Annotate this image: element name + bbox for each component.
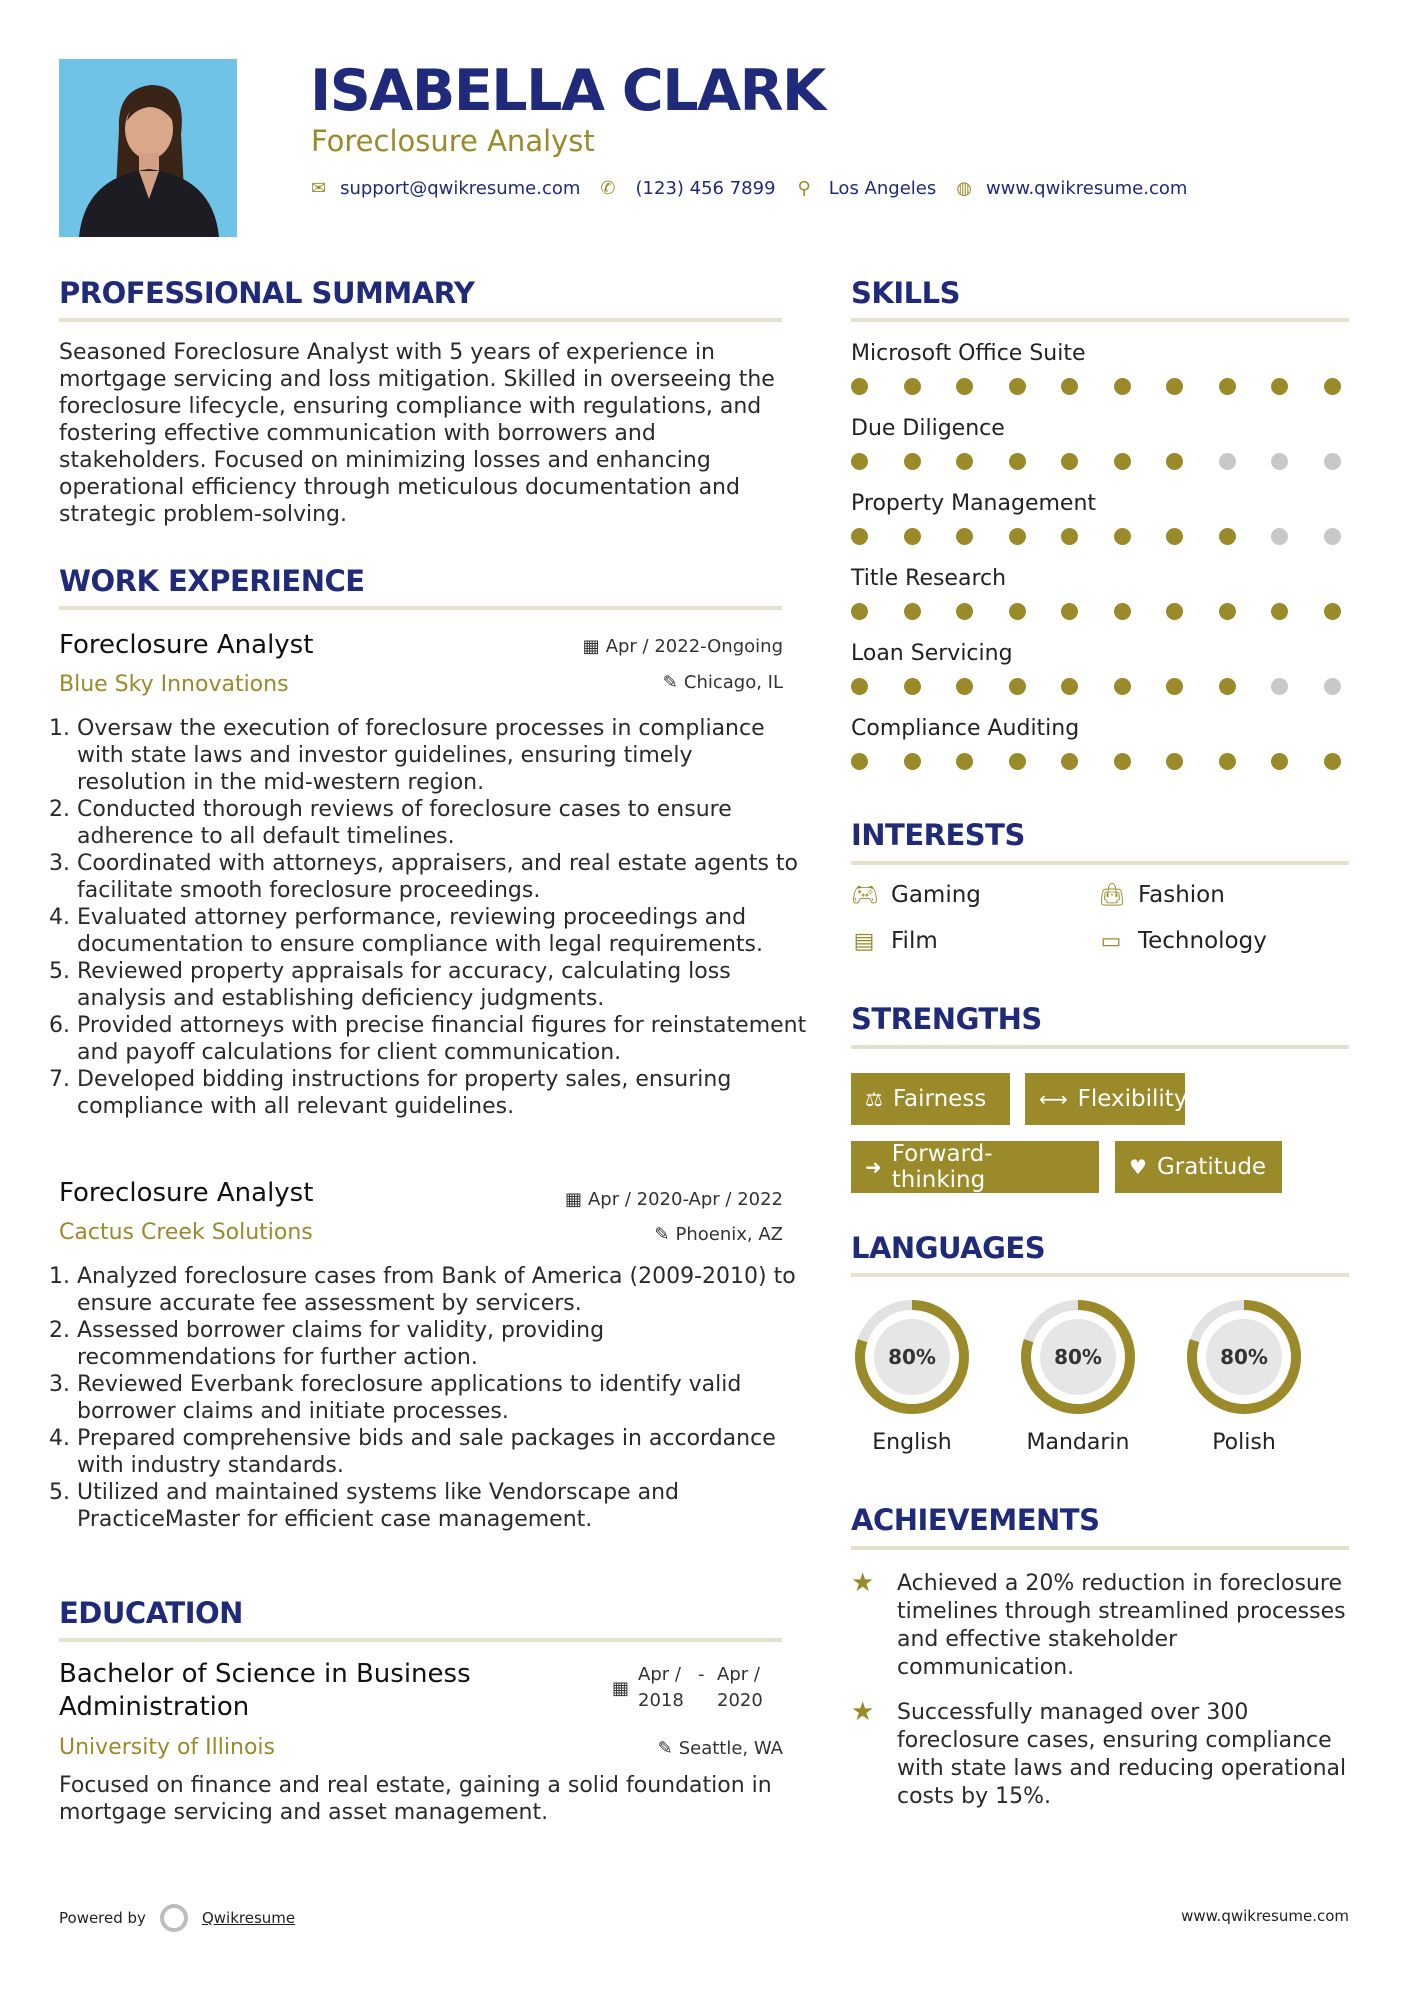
list-item: 6. Provided attorneys with precise financial figures for reinstatement and payoff calculations for client communication. [77,1012,807,1066]
school-name: University of Illinois [59,1735,275,1760]
skill-item [851,416,1349,491]
calendar-icon: ▦ [612,1678,630,1699]
shopping-bag-icon: 👜︎ [1098,882,1126,908]
rating-dot-filled [904,603,921,620]
education-end-year: 2020 [717,1690,763,1711]
job-company: Cactus Creek Solutions [59,1220,313,1245]
rating-dot-filled [1271,378,1288,395]
job-responsibilities [59,1263,807,1533]
rating-dot-empty [1324,453,1341,470]
strength-label: Fairness [892,1086,987,1112]
powered-by-label: Powered by [59,1909,146,1927]
rating-dot-filled [1219,528,1236,545]
skill-label: Property Management [851,491,1097,516]
interest-film [851,928,938,954]
education-start-year: 2018 [638,1690,684,1711]
rating-dot-filled [1061,453,1078,470]
footer-powered-by [59,1904,295,1932]
gauge-percent: 80% [1054,1345,1102,1369]
pushpin-icon: ✎ [662,672,678,693]
laptop-icon: ▭ [1100,928,1122,954]
rating-dot-filled [904,528,921,545]
location-text: Los Angeles [828,178,937,199]
rating-dot-filled [1271,753,1288,770]
calendar-icon: ▦ [582,636,600,657]
list-item: 2. Conducted thorough reviews of foreclosure cases to ensure adherence to all default timelines. [77,796,807,850]
rating-dot-filled [1271,603,1288,620]
rating-dot-filled [1061,603,1078,620]
rating-dot-filled [956,603,973,620]
strength-forward-thinking [851,1141,1099,1193]
rating-dot-filled [1114,753,1131,770]
rating-dot-filled [1219,678,1236,695]
skill-item [851,716,1349,791]
list-item: 1. Analyzed foreclosure cases from Bank of America (2009-2010) to ensure accurate fee assessment by servicers. [77,1263,807,1317]
list-item: 5. Utilized and maintained systems like Vendorscape and PracticeMaster for efficient case management. [77,1479,807,1533]
email-icon: ✉ [311,178,327,199]
skill-label: Compliance Auditing [851,716,1080,741]
rating-dot-filled [1219,603,1236,620]
footer-url[interactable]: www.qwikresume.com [1181,1907,1349,1925]
list-item: 4. Evaluated attorney performance, reviewing proceedings and documentation to ensure compliance with legal requirements. [77,904,807,958]
interest-label: Technology [1138,928,1267,954]
list-item: 5. Reviewed property appraisals for accuracy, calculating loss analysis and establishing deficiency judgments. [77,958,807,1012]
skill-rating [851,453,1341,470]
job-company: Blue Sky Innovations [59,672,289,697]
strength-label: Flexibility [1077,1086,1188,1112]
rating-dot-filled [1324,753,1341,770]
interest-technology [1098,928,1267,954]
job-dates [500,636,783,657]
rating-dot-empty [1271,528,1288,545]
list-item: 7. Developed bidding instructions for property sales, ensuring compliance with all relevant guidelines. [77,1066,807,1120]
location-pin-icon: ⚲ [797,178,811,199]
rating-dot-filled [1009,603,1026,620]
rating-dot-filled [1166,753,1183,770]
education-description: Focused on finance and real estate, gaining a solid foundation in mortgage servicing and asset management. [59,1773,772,1825]
rating-dot-filled [956,753,973,770]
rating-dot-filled [1009,753,1026,770]
achievements-divider [851,1546,1349,1550]
skill-item [851,641,1349,716]
rating-dot-filled [1114,603,1131,620]
candidate-title: Foreclosure Analyst [311,124,595,158]
rating-dot-empty [1324,528,1341,545]
job-title: Foreclosure Analyst [59,630,314,660]
skill-rating [851,753,1341,770]
rating-dot-filled [851,528,868,545]
job-location-text: Chicago, IL [683,672,783,693]
rating-dot-empty [1324,678,1341,695]
list-item: 3. Reviewed Everbank foreclosure applications to identify valid borrower claims and initiate processes. [77,1371,807,1425]
list-item: 4. Prepared comprehensive bids and sale packages in accordance with industry standards. [77,1425,807,1479]
interests-divider [851,861,1349,865]
skills-divider [851,318,1349,322]
language-label: Polish [1212,1430,1276,1455]
interest-fashion [1098,882,1225,908]
rating-dot-filled [1166,603,1183,620]
interest-label: Film [891,928,938,954]
list-item: 1. Oversaw the execution of foreclosure processes in compliance with state laws and investor guidelines, ensuring timely resolution in the mid-western region. [77,715,807,796]
strength-flexibility [1025,1073,1188,1125]
education-location-text: Seattle, WA [678,1738,783,1759]
strengths-heading: STRENGTHS [851,1002,1042,1036]
work-divider [59,606,782,610]
rating-dot-filled [1324,603,1341,620]
job-title: Foreclosure Analyst [59,1178,314,1208]
work-heading: WORK EXPERIENCE [59,564,365,598]
rating-dot-filled [956,378,973,395]
calendar-icon: ▦ [564,1189,582,1210]
achievement-item: Successfully managed over 300 foreclosure cases, ensuring compliance with state laws and reducing operational costs by 15%. [897,1700,1347,1809]
education-end-month: Apr / [717,1664,760,1685]
website-link[interactable]: www.qwikresume.com [985,178,1188,199]
rating-dot-filled [1009,528,1026,545]
rating-dot-filled [1061,528,1078,545]
candidate-name: ISABELLA CLARK [310,58,825,124]
heart-icon: ♥ [1129,1155,1147,1179]
summary-text: Seasoned Foreclosure Analyst with 5 years of experience in mortgage servicing and loss mitigation. Skilled in overseeing the foreclosure lifecycle, ensuring compliance with regulations, and fostering effective communication with borrowers and stakeholders. Focused on minimizing losses and enhancing operational efficiency through meticulous documentation and strategic problem-solving. [59,340,775,527]
rating-dot-filled [1166,453,1183,470]
summary-divider [59,318,782,322]
qwikresume-logo-icon [160,1904,188,1932]
rating-dot-filled [1061,678,1078,695]
rating-dot-filled [904,678,921,695]
rating-dot-empty [1271,453,1288,470]
skill-item [851,341,1349,416]
gauge-percent: 80% [1220,1345,1268,1369]
profile-photo [59,59,237,237]
rating-dot-filled [851,678,868,695]
rating-dot-filled [956,453,973,470]
education-start-month: Apr / [638,1664,681,1685]
film-icon: ▤ [853,928,875,954]
rating-dot-filled [956,528,973,545]
education-divider [59,1638,782,1642]
rating-dot-filled [1166,678,1183,695]
education-location [560,1738,783,1759]
degree-title: Bachelor of Science in Business Administration [59,1659,471,1722]
language-gauge [1183,1296,1305,1418]
list-item: 2. Assessed borrower claims for validity, providing recommendations for further action. [77,1317,807,1371]
pushpin-icon: ✎ [657,1738,673,1759]
strengths-divider [851,1045,1349,1049]
skill-item [851,491,1349,566]
list-item: 3. Coordinated with attorneys, appraisers, and real estate agents to facilitate smooth foreclosure proceedings. [77,850,807,904]
strength-fairness [851,1073,1010,1125]
job-dates-text: Apr / 2020-Apr / 2022 [587,1189,783,1210]
rating-dot-filled [851,753,868,770]
job-dates-text: Apr / 2022-Ongoing [605,636,783,657]
arrows-horizontal-icon: ⟷ [1039,1087,1068,1111]
qwikresume-link[interactable]: Qwikresume [201,1909,296,1927]
email-link[interactable]: support@qwikresume.com [340,178,581,199]
rating-dot-filled [904,453,921,470]
interests-heading: INTERESTS [851,818,1025,852]
phone-number[interactable]: (123) 456 7899 [635,178,776,199]
phone-icon: ✆ [600,178,616,199]
skill-rating [851,528,1341,545]
languages-divider [851,1273,1349,1277]
rating-dot-filled [956,678,973,695]
star-icon: ★ [851,1697,875,1727]
language-gauge [851,1296,973,1418]
interest-gaming [851,882,981,908]
rating-dot-empty [1271,678,1288,695]
achievement-item: Achieved a 20% reduction in foreclosure timelines through streamlined processes and effective stakeholder communication. [897,1571,1346,1680]
rating-dot-filled [1114,453,1131,470]
rating-dot-filled [1166,378,1183,395]
rating-dot-filled [1009,378,1026,395]
skill-rating [851,603,1341,620]
arrow-right-icon: ➜ [865,1155,882,1179]
rating-dot-filled [1114,378,1131,395]
pushpin-icon: ✎ [654,1224,670,1245]
strength-label: Gratitude [1156,1154,1267,1180]
job-location [560,672,783,693]
skill-label: Loan Servicing [851,641,1013,666]
globe-icon: ◍ [956,178,972,199]
job-location [560,1224,783,1245]
rating-dot-filled [851,453,868,470]
gauge-percent: 80% [888,1345,936,1369]
skill-item [851,566,1349,641]
education-heading: EDUCATION [59,1596,243,1630]
contact-row [311,178,1187,199]
summary-heading: PROFESSIONAL SUMMARY [59,276,475,310]
rating-dot-filled [1061,378,1078,395]
strength-label: Forward-thinking [891,1141,993,1193]
languages-heading: LANGUAGES [851,1231,1046,1265]
rating-dot-filled [1114,678,1131,695]
rating-dot-filled [1009,678,1026,695]
language-gauge [1017,1296,1139,1418]
skill-label: Title Research [851,566,1007,591]
rating-dot-filled [1009,453,1026,470]
rating-dot-filled [1219,753,1236,770]
rating-dot-filled [1166,528,1183,545]
job-dates [480,1189,783,1210]
rating-dot-filled [1061,753,1078,770]
skills-list [851,341,1349,791]
rating-dot-filled [1219,378,1236,395]
achievements-heading: ACHIEVEMENTS [851,1503,1100,1537]
rating-dot-filled [851,603,868,620]
rating-dot-filled [1324,378,1341,395]
job-responsibilities [59,715,807,1120]
rating-dot-filled [851,378,868,395]
job-location-text: Phoenix, AZ [675,1224,783,1245]
skill-label: Microsoft Office Suite [851,341,1086,366]
language-label: English [872,1430,952,1455]
strength-gratitude [1115,1141,1282,1193]
rating-dot-empty [1219,453,1236,470]
language-label: Mandarin [1026,1430,1130,1455]
rating-dot-filled [904,378,921,395]
skills-heading: SKILLS [851,276,960,310]
skill-rating [851,678,1341,695]
skill-rating [851,378,1341,395]
skill-label: Due Diligence [851,416,1005,441]
star-icon: ★ [851,1568,875,1598]
interest-label: Fashion [1138,882,1225,908]
rating-dot-filled [1114,528,1131,545]
gamepad-icon: 🎮︎ [851,882,879,908]
interest-label: Gaming [891,882,981,908]
rating-dot-filled [904,753,921,770]
balance-scale-icon: ⚖ [865,1087,883,1111]
